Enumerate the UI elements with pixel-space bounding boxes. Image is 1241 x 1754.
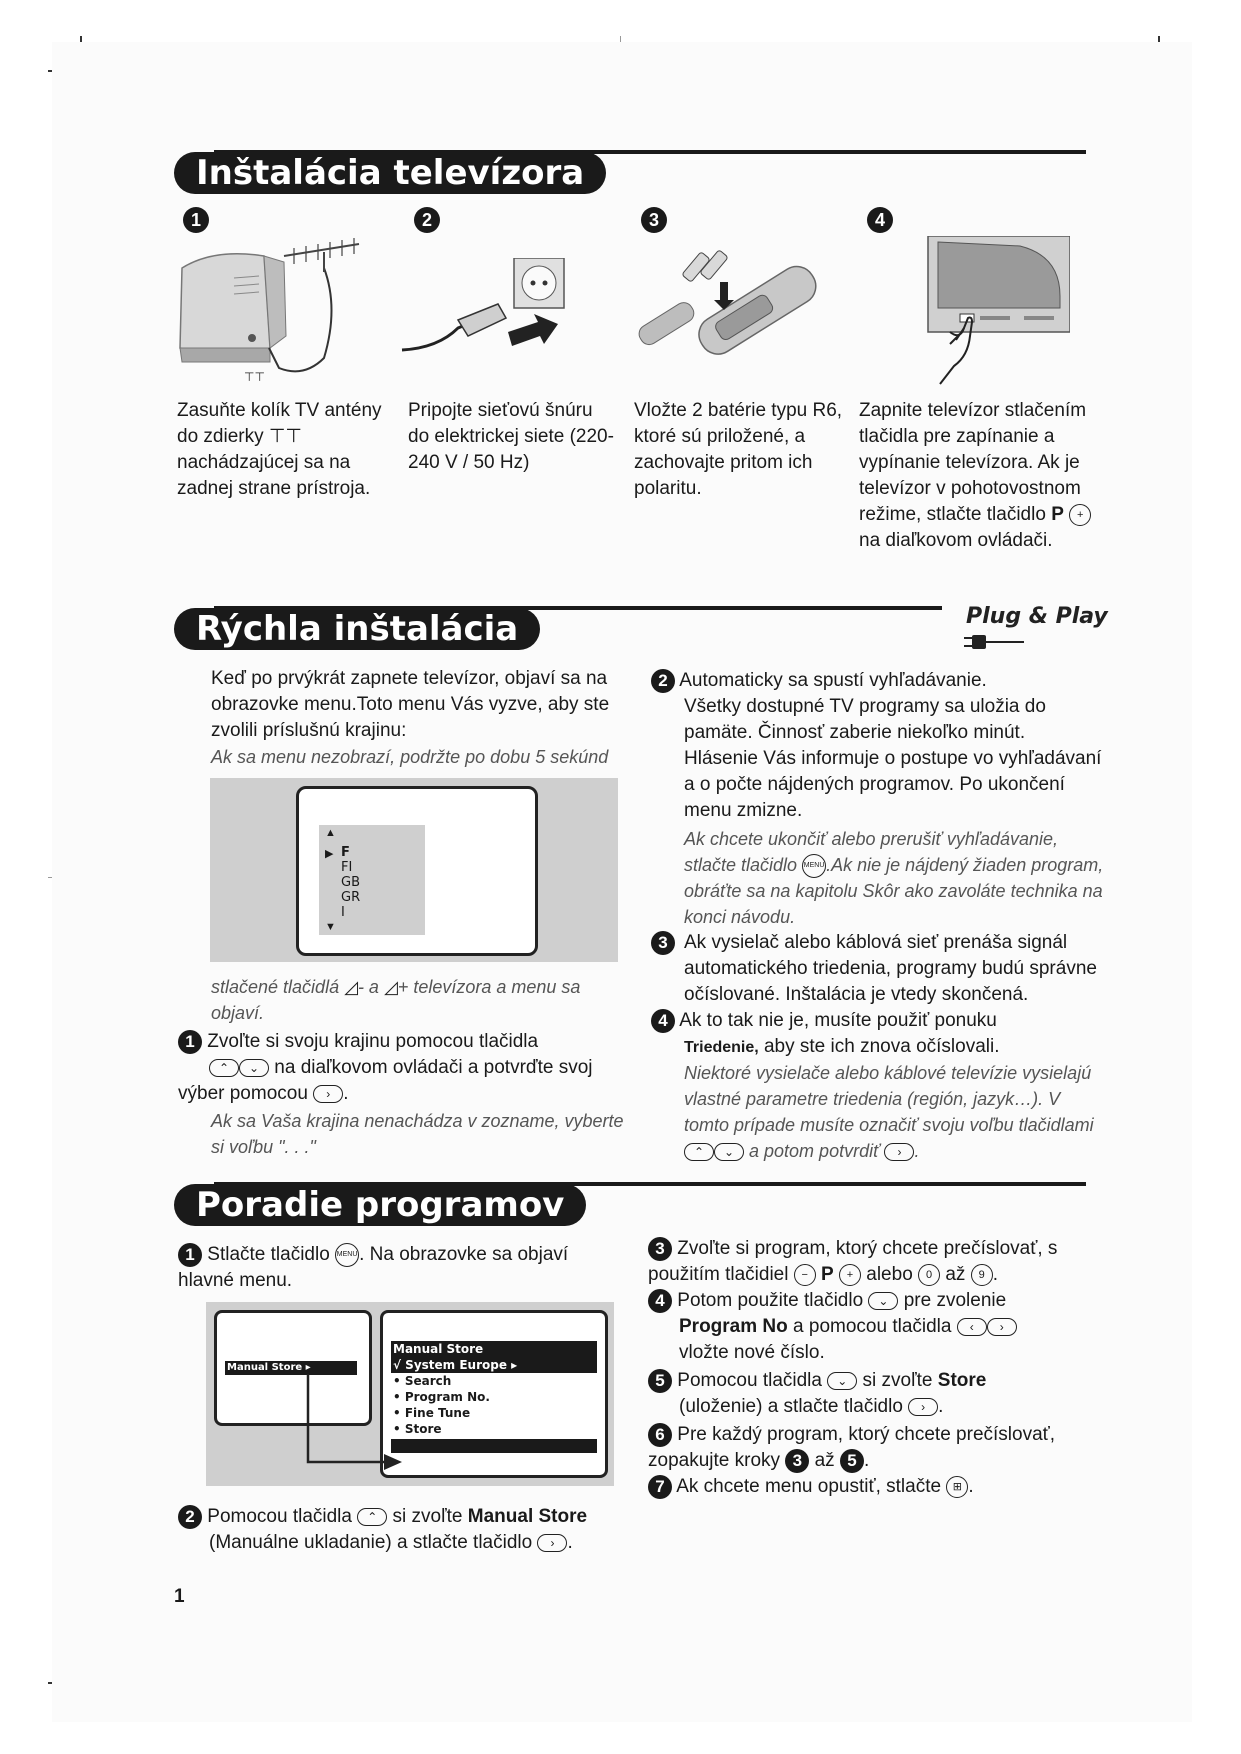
- install-menu-item[interactable]: • Fine Tune: [393, 1406, 471, 1420]
- quick-step-3-text: Ak vysielač alebo káblová sieť prenáša signál automatického triedenia, programy budú správne očíslované. Inštalácia je vtedy skončená.: [684, 932, 1097, 1005]
- order-step-1-b: . Na obrazovke sa objaví hlavné menu.: [178, 1244, 569, 1291]
- country-menu-screen: [210, 778, 618, 962]
- install-step-2-text: Pripojte sieťovú šnúru do elektrickej siete (220-240 V / 50 Hz): [408, 400, 614, 473]
- install-menu-item[interactable]: √ System Europe ▸: [391, 1357, 597, 1373]
- right-button-icon: ›: [987, 1318, 1017, 1336]
- right-button-icon: ›: [884, 1143, 914, 1161]
- menu-footer-bar: [391, 1439, 597, 1453]
- section-header-order: [174, 1182, 1086, 1224]
- install-step-3-text: Vložte 2 batérie typu R6, ktoré sú priložené, a zachovajte pritom ich polaritu.: [634, 400, 843, 499]
- right-button-icon: ›: [537, 1534, 567, 1552]
- quick-buttons-note: [211, 974, 631, 1026]
- quick-step-2: [651, 668, 1111, 694]
- install-step-1-text: Zasuňte kolík TV antény do zdierky ⊤⊤ nachádzajúcej sa na zadnej strane prístroja.: [177, 400, 382, 499]
- down-button-icon: ⌄: [868, 1292, 898, 1310]
- plug-and-play-label: Plug & Play: [966, 604, 1108, 629]
- step-number: 3: [651, 931, 675, 955]
- order-step-4-c: a pomocou tlačidla: [793, 1316, 952, 1337]
- nine-button-icon: 9: [971, 1264, 993, 1286]
- quick-buttons-note-b: - a: [357, 977, 379, 997]
- install-menu-item[interactable]: Manual Store: [391, 1341, 597, 1357]
- order-step-3-c: alebo: [866, 1264, 913, 1285]
- volume-minus-icon: ◿: [344, 977, 358, 997]
- minus-button-icon: −: [794, 1264, 816, 1286]
- quick-step-4-note: Niektoré vysielače alebo káblové televízie vysielajú vlastné parametre triedenia (región, jazyk…). V tomto prípade musíte označiť svoju voľbu tlačidlami ⌃ ⌄ a potom potvrdiť › .: [684, 1063, 1094, 1161]
- up-button-icon: ⌃: [209, 1059, 239, 1077]
- step-number: 1: [183, 207, 209, 233]
- quick-buttons-note-a: stlačené tlačidlá: [211, 977, 340, 997]
- step-ref-number: 5: [840, 1449, 864, 1473]
- plus-button-icon: +: [839, 1264, 861, 1286]
- manual-store-label: Manual Store: [467, 1506, 588, 1527]
- section-header-quick: [174, 606, 942, 648]
- country-options: [341, 845, 360, 920]
- order-step-5: 5 Pomocou tlačidla ⌄ si zvoľte Store (uloženie) a stlačte tlačidlo › .: [648, 1368, 1118, 1420]
- order-step-6-b: až: [814, 1450, 835, 1471]
- left-button-icon: ‹: [957, 1318, 987, 1336]
- step-number: 2: [178, 1505, 202, 1529]
- page-number: 1: [174, 1586, 185, 1607]
- order-step-7-a: Ak chcete menu opustiť, stlačte: [676, 1476, 942, 1497]
- quick-step-4-note-b: a potom potvrdiť: [749, 1141, 880, 1161]
- step-ref-number: 3: [785, 1449, 809, 1473]
- install-menu-item[interactable]: • Search: [393, 1374, 452, 1388]
- country-option[interactable]: GR: [341, 890, 361, 905]
- quick-step-1-a: Zvoľte si svoju krajinu pomocou tlačidla: [207, 1031, 539, 1052]
- order-step-1: [178, 1242, 618, 1294]
- tv-antenna-illustration: [174, 238, 374, 383]
- order-step-5-a: Pomocou tlačidla: [677, 1370, 822, 1391]
- order-step-4-a: Potom použite tlačidlo: [677, 1290, 864, 1311]
- section-header-install: [174, 150, 1086, 192]
- menu-button-icon: MENU: [802, 854, 826, 878]
- order-step-4-b: pre zvolenie: [903, 1290, 1007, 1311]
- down-button-icon: ⌄: [714, 1143, 744, 1161]
- manual-store-screen: [206, 1302, 614, 1486]
- order-step-7: 7 Ak chcete menu opustiť, stlačte ⊞ .: [648, 1474, 1118, 1500]
- step-number: 7: [648, 1475, 672, 1499]
- quick-step-3: [651, 930, 1111, 1008]
- order-step-4-d: vložte nové číslo.: [679, 1342, 825, 1363]
- tv-power-button-illustration: [920, 236, 1070, 386]
- exit-button-icon: ⊞: [946, 1476, 968, 1498]
- p-key-label: P: [1051, 504, 1064, 525]
- down-button-icon: ⌄: [827, 1372, 857, 1390]
- quick-step-4-note-a: Niektoré vysielače alebo káblové televízie vysielajú vlastné parametre triedenia (región, jazyk…). V tomto prípade musíte označiť svoju voľbu tlačidlami: [684, 1063, 1094, 1135]
- section-title: Rýchla inštalácia: [174, 608, 540, 650]
- step-number: 5: [648, 1369, 672, 1393]
- right-button-icon: ›: [908, 1398, 938, 1416]
- tv-screen-frame: [296, 786, 538, 956]
- program-no-label: Program No: [679, 1316, 788, 1337]
- step-number: 4: [648, 1289, 672, 1313]
- menu-arrow: [306, 1372, 416, 1472]
- remote-batteries-illustration: [632, 244, 832, 364]
- svg-text:⊤⊤: ⊤⊤: [244, 370, 265, 383]
- order-step-2-a: Pomocou tlačidla: [207, 1506, 352, 1527]
- main-menu-item[interactable]: Manual Store ▸: [225, 1361, 357, 1375]
- volume-plus-icon: ◿: [383, 977, 398, 997]
- down-button-icon: ⌄: [239, 1059, 269, 1077]
- up-button-icon: ⌃: [357, 1508, 387, 1526]
- quick-step-4-b: aby ste ich znova očíslovali.: [763, 1036, 1000, 1057]
- step-number: 2: [414, 207, 440, 233]
- step-number: 3: [648, 1237, 672, 1261]
- zero-button-icon: 0: [918, 1264, 940, 1286]
- selection-pointer-icon: ▶: [325, 848, 334, 860]
- order-step-6: 6 Pre každý program, ktorý chcete prečíslovať, zopakujte kroky 3 až 5 .: [648, 1424, 1056, 1471]
- install-step-4-main: Zapnite televízor stlačením tlačidla pre zapínanie a vypínanie televízora.: [859, 400, 1087, 473]
- country-list: [319, 825, 425, 935]
- plug-and-play-logo: [962, 604, 1108, 654]
- plug-icon: [964, 632, 1024, 652]
- order-step-3-a: Zvoľte si program, ktorý chcete prečíslovať, s použitím tlačidiel: [648, 1238, 1058, 1285]
- order-step-1-a: Stlačte tlačidlo: [207, 1244, 330, 1265]
- power-plug-illustration: [398, 258, 578, 368]
- quick-step-1-b: na diaľkovom ovládači a potvrďte svoj výber pomocou: [178, 1057, 593, 1104]
- quick-step-2-a: Automaticky sa spustí vyhľadávanie.: [679, 670, 987, 691]
- install-step-4-standby: Ak je televízor v pohotovostnom režime, stlačte tlačidlo: [859, 452, 1081, 525]
- arrow-down-icon: ▼: [325, 921, 336, 933]
- sort-menu-label: Triedenie,: [684, 1039, 759, 1056]
- order-step-3: 3 Zvoľte si program, ktorý chcete prečíslovať, s použitím tlačidiel − P + alebo 0 až 9 .: [648, 1238, 1058, 1285]
- install-step-4-text: [859, 398, 1099, 554]
- menu-button-icon: MENU: [335, 1243, 359, 1267]
- order-step-2-b: si zvoľte: [392, 1506, 463, 1527]
- up-button-icon: ⌃: [684, 1143, 714, 1161]
- install-menu-item[interactable]: • Program No.: [393, 1390, 490, 1404]
- p-key-label: P: [821, 1264, 834, 1285]
- step-number: 1: [178, 1030, 202, 1054]
- order-step-2: 2 Pomocou tlačidla ⌃ si zvoľte Manual Store (Manuálne ukladanie) a stlačte tlačidlo › .: [178, 1504, 638, 1556]
- order-step-4: [648, 1288, 1118, 1366]
- quick-step-4-a: Ak to tak nie je, musíte použiť ponuku: [679, 1010, 997, 1031]
- quick-buttons-note-c: + televízora a menu sa objaví.: [211, 977, 581, 1023]
- country-option[interactable]: FI: [341, 860, 353, 875]
- country-option[interactable]: F: [341, 845, 350, 860]
- quick-step-2-b: Všetky dostupné TV programy sa uložia do pamäte. Činnosť zaberie niekoľko minút. Hlásenie Vás informuje o postupe vo vyhľadávaní a o počte nájdených programov. Po ukončení menu zmizne.: [684, 696, 1102, 821]
- right-button-icon: ›: [313, 1085, 343, 1103]
- quick-step-1-note: Ak sa Vaša krajina nenachádza v zozname, vyberte si voľbu ". . .": [211, 1111, 624, 1157]
- step-number: 4: [651, 1009, 675, 1033]
- order-step-5-c: (uloženie) a stlačte tlačidlo: [679, 1396, 903, 1417]
- quick-step-4: [651, 1008, 1111, 1061]
- section-title: Inštalácia televízora: [174, 152, 606, 194]
- arrow-up-icon: ▲: [325, 827, 336, 839]
- quick-intro-note: Ak sa menu nezobrazí, podržte po dobu 5 sekúnd: [211, 747, 609, 767]
- order-step-3-d: až: [945, 1264, 966, 1285]
- order-step-2-c: (Manuálne ukladanie) a stlačte tlačidlo: [209, 1532, 533, 1553]
- step-number: 3: [641, 207, 667, 233]
- store-label: Store: [937, 1370, 987, 1391]
- quick-step-1: 1 Zvoľte si svoju krajinu pomocou tlačidla ⌃ ⌄ na diaľkovom ovládači a potvrďte svoj výber pomocou › .: [178, 1031, 593, 1104]
- step-number: 2: [651, 669, 675, 693]
- install-menu-item[interactable]: • Store: [393, 1422, 442, 1436]
- step-number: 6: [648, 1423, 672, 1447]
- step-number: 4: [867, 207, 893, 233]
- order-step-5-b: si zvoľte: [862, 1370, 933, 1391]
- quick-step-2-note-a: Ak chcete ukončiť alebo prerušiť vyhľadávanie, stlačte tlačidlo: [684, 829, 1059, 875]
- country-option[interactable]: I: [341, 905, 345, 920]
- country-option[interactable]: GB: [341, 875, 360, 890]
- order-step-6-a: Pre každý program, ktorý chcete prečíslovať, zopakujte kroky: [648, 1424, 1056, 1471]
- section-title: Poradie programov: [174, 1184, 586, 1226]
- install-step-4-remote: na diaľkovom ovládači.: [859, 530, 1053, 551]
- install-menu-list: [391, 1341, 597, 1453]
- plus-button-icon: +: [1069, 504, 1091, 526]
- step-number: 1: [178, 1243, 202, 1267]
- quick-step-2-note-b: .Ak nie je nájdený žiaden program, obráťte sa na kapitolu Skôr ako zavoláte technika na konci návodu.: [684, 855, 1104, 928]
- quick-intro: Keď po prvýkrát zapnete televízor, objaví sa na obrazovke menu.Toto menu Vás vyzve, aby ste zvolili príslušnú krajinu:: [211, 668, 610, 741]
- quick-step-2-note: [684, 826, 1104, 930]
